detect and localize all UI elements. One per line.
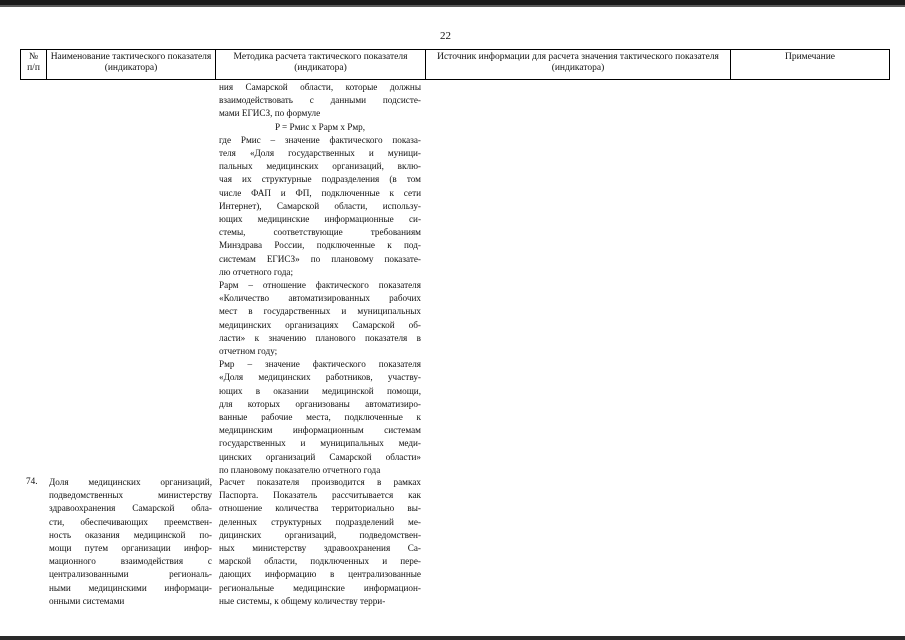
text-line: здравоохранения Самарской обла- xyxy=(49,503,212,514)
text-line: сти, обеспечивающих преемствен- xyxy=(49,516,212,527)
text-line: отчетном году; xyxy=(219,346,278,357)
page-number: 22 xyxy=(440,30,451,42)
text-line: ванные рабочие места, подключенные к xyxy=(219,412,421,423)
text-line: централизованными региональ- xyxy=(49,569,212,580)
row-74-method-text xyxy=(219,476,421,608)
header-num: № п/п xyxy=(27,52,40,73)
text-line: «Доля медицинских работников, участву- xyxy=(219,372,421,383)
scan-bottom-border xyxy=(0,636,905,640)
text-line: стемы, соответствующие требованиям xyxy=(219,227,421,238)
text-line: медицинских организациях Самарской об- xyxy=(219,319,421,330)
text-line: ния Самарской области, которые должны xyxy=(219,82,421,92)
text-line: ность оказания медицинской по- xyxy=(49,529,212,540)
text-line: Pарм – отношение фактического показателя xyxy=(219,280,421,291)
text-line: онными системами xyxy=(49,595,125,606)
text-line: Паспорта. Показатель рассчитывается как xyxy=(219,490,421,501)
header-source: Источник информации для расчета значения тактического показателя (индикатора) xyxy=(437,52,719,73)
col-divider-4 xyxy=(730,49,731,79)
text-line: пальных медицинских организаций, вклю- xyxy=(219,161,421,172)
row-74-name-text xyxy=(49,476,212,608)
text-line: ных министерству здравоохранения Са- xyxy=(219,543,421,554)
text-line: Pмр – значение фактического показателя xyxy=(219,359,421,370)
text-line: отношение количества территориально вы- xyxy=(219,503,421,514)
text-line: государственных и муниципальных меди- xyxy=(219,438,421,449)
table-header-bottom-rule xyxy=(20,79,889,80)
text-line: Доля медицинских организаций, xyxy=(49,477,212,487)
header-note: Примечание xyxy=(784,52,836,62)
text-line: региональные медицинские информацион- xyxy=(219,582,421,593)
col-divider-3 xyxy=(425,49,426,79)
text-line: мами ЕГИСЗ, по формуле xyxy=(219,108,321,119)
text-line: по плановому показателю отчетного года xyxy=(219,464,381,475)
text-line: дицинских организаций, подведомствен- xyxy=(219,529,421,540)
text-line: ющих медицинские информационные си- xyxy=(219,214,421,225)
scan-top-border-shadow xyxy=(0,5,905,7)
header-method: Методика расчета тактического показателя (индикатора) xyxy=(233,52,408,73)
text-line: медицинским информационным системам xyxy=(219,425,421,436)
header-name: Наименование тактического показателя (индикатора) xyxy=(50,52,212,73)
col-divider-1 xyxy=(46,49,47,79)
text-line: ющих в оказании медицинской помощи, xyxy=(219,385,421,396)
text-line: подведомственных министерству xyxy=(49,490,212,501)
text-line: Расчет показателя производится в рамках xyxy=(219,477,421,487)
col-divider-2 xyxy=(215,49,216,79)
text-line: мест в государственных и муниципальных xyxy=(219,306,421,317)
text-line: для которых организованы автоматизиро- xyxy=(219,398,421,409)
text-line: лю отчетного года; xyxy=(219,266,294,277)
text-line: «Количество автоматизированных рабочих xyxy=(219,293,421,304)
text-line: мощи путем организации инфор- xyxy=(49,543,212,554)
text-line: цинских организаций Самарской области» xyxy=(219,451,421,462)
text-line: чая их структурные подразделения (в том xyxy=(219,174,421,185)
text-line: числе ФАП и ФП, подключенные к сети xyxy=(219,187,421,198)
text-line: ласти» к значению планового показателя в xyxy=(219,332,421,343)
text-line: мационного взаимодействия с xyxy=(49,556,212,567)
text-line: деленных структурных подразделений ме- xyxy=(219,516,421,527)
text-line: P = Pмис x Pарм x Pмр, xyxy=(274,121,366,132)
text-line: ные системы, к общему количеству терри- xyxy=(219,595,386,606)
text-line: системам ЕГИСЗ» по плановому показате- xyxy=(219,253,421,264)
text-line: марской области, подключенных и пере- xyxy=(219,556,421,567)
text-line: теля «Доля государственных и муници- xyxy=(219,148,421,159)
text-line: дающих информацию в централизованные xyxy=(219,569,421,580)
continued-row-method-text xyxy=(219,81,421,477)
text-line: взаимодействовать с данными подсисте- xyxy=(219,95,421,106)
text-line: Минздрава России, подключенные к под- xyxy=(219,240,421,251)
row-74-number: 74. xyxy=(26,476,38,486)
text-line: ными медицинскими информаци- xyxy=(49,582,212,593)
text-line: Интернет), Самарской области, использу- xyxy=(219,200,421,211)
text-line: где Pмис – значение фактического показа- xyxy=(219,134,421,145)
